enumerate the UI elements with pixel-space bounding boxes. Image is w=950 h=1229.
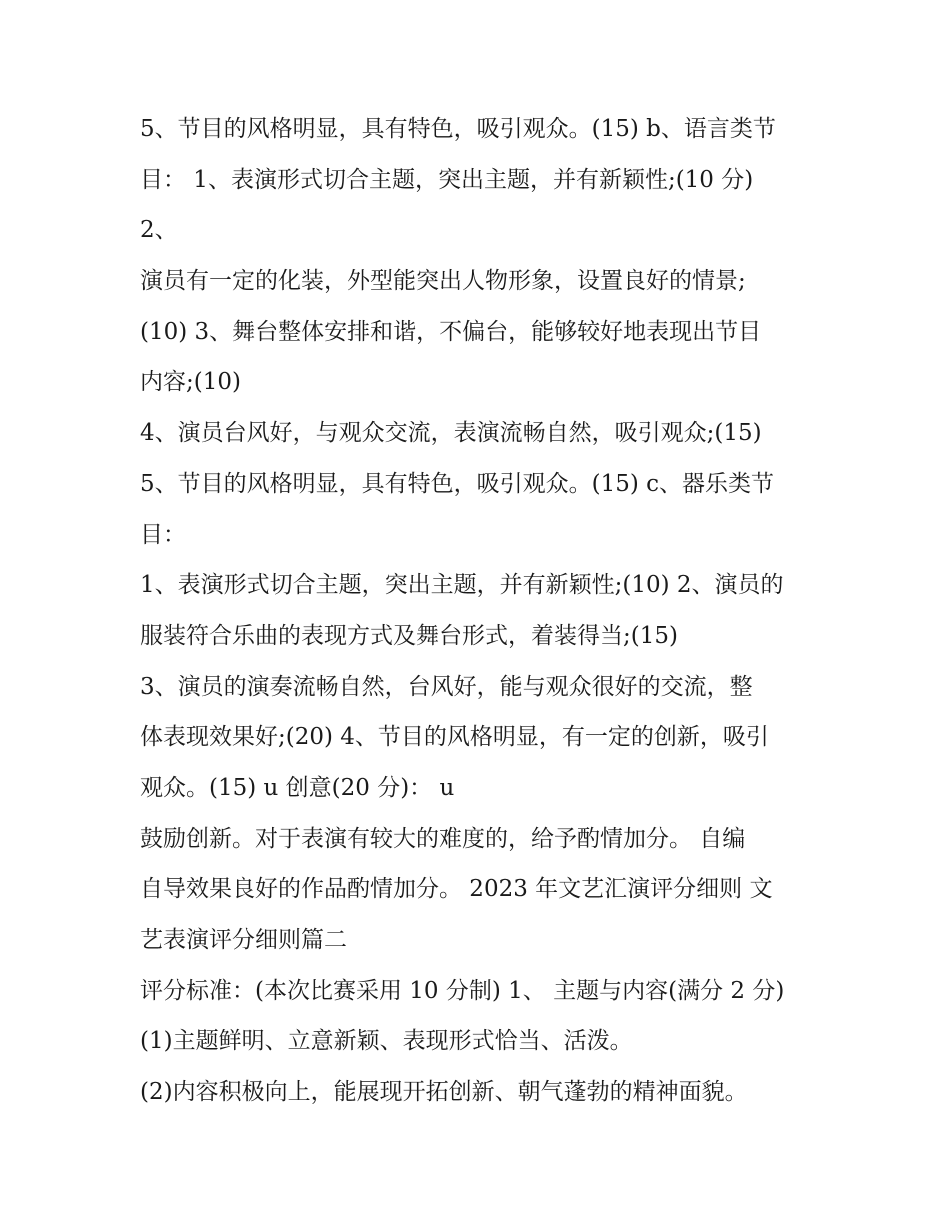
text-line: 演员有一定的化装，外型能突出人物形象，设置良好的情景; xyxy=(140,268,746,295)
text-line: 评分标准：(本次比赛采用 10 分制) 1、 主题与内容(满分 2 分) xyxy=(140,977,785,1004)
text-line: (2)内容积极向上，能展现开拓创新、朝气蓬勃的精神面貌。 xyxy=(140,1079,748,1106)
text-line: 5、节目的风格明显，具有特色，吸引观众。(15) c、器乐类节 xyxy=(140,470,775,497)
text-line: 自导效果良好的作品酌情加分。 2023 年文艺汇演评分细则 文 xyxy=(140,876,773,903)
text-line: 体表现效果好;(20) 4、节目的风格明显，有一定的创新，吸引 xyxy=(140,724,769,751)
text-line: 服装符合乐曲的表现方式及舞台形式，着装得当;(15) xyxy=(140,622,678,649)
text-line: 目： 1、表演形式切合主题，突出主题，并有新颖性;(10 分) xyxy=(140,166,754,193)
text-line: 3、演员的演奏流畅自然，台风好，能与观众很好的交流，整 xyxy=(140,673,753,700)
text-line: 2、 xyxy=(140,217,178,244)
body-text xyxy=(140,104,820,1118)
text-line: 1、表演形式切合主题，突出主题，并有新颖性;(10) 2、演员的 xyxy=(140,572,784,599)
text-line: 艺表演评分细则篇二 xyxy=(140,927,347,953)
text-line: (1)主题鲜明、立意新颖、表现形式恰当、活泼。 xyxy=(140,1028,633,1055)
text-line: 观众。(15) u 创意(20 分)： u xyxy=(140,774,455,801)
text-line: 目： xyxy=(140,521,186,548)
text-line: (10) 3、舞台整体安排和谐，不偏台，能够较好地表现出节目 xyxy=(140,318,762,345)
text-line: 5、节目的风格明显，具有特色，吸引观众。(15) b、语言类节 xyxy=(140,116,776,142)
text-line: 4、演员台风好，与观众交流，表演流畅自然，吸引观众;(15) xyxy=(140,420,762,447)
text-line: 鼓励创新。对于表演有较大的难度的，给予酌情加分。 自编 xyxy=(140,825,746,852)
text-line: 内容;(10) xyxy=(140,369,241,396)
